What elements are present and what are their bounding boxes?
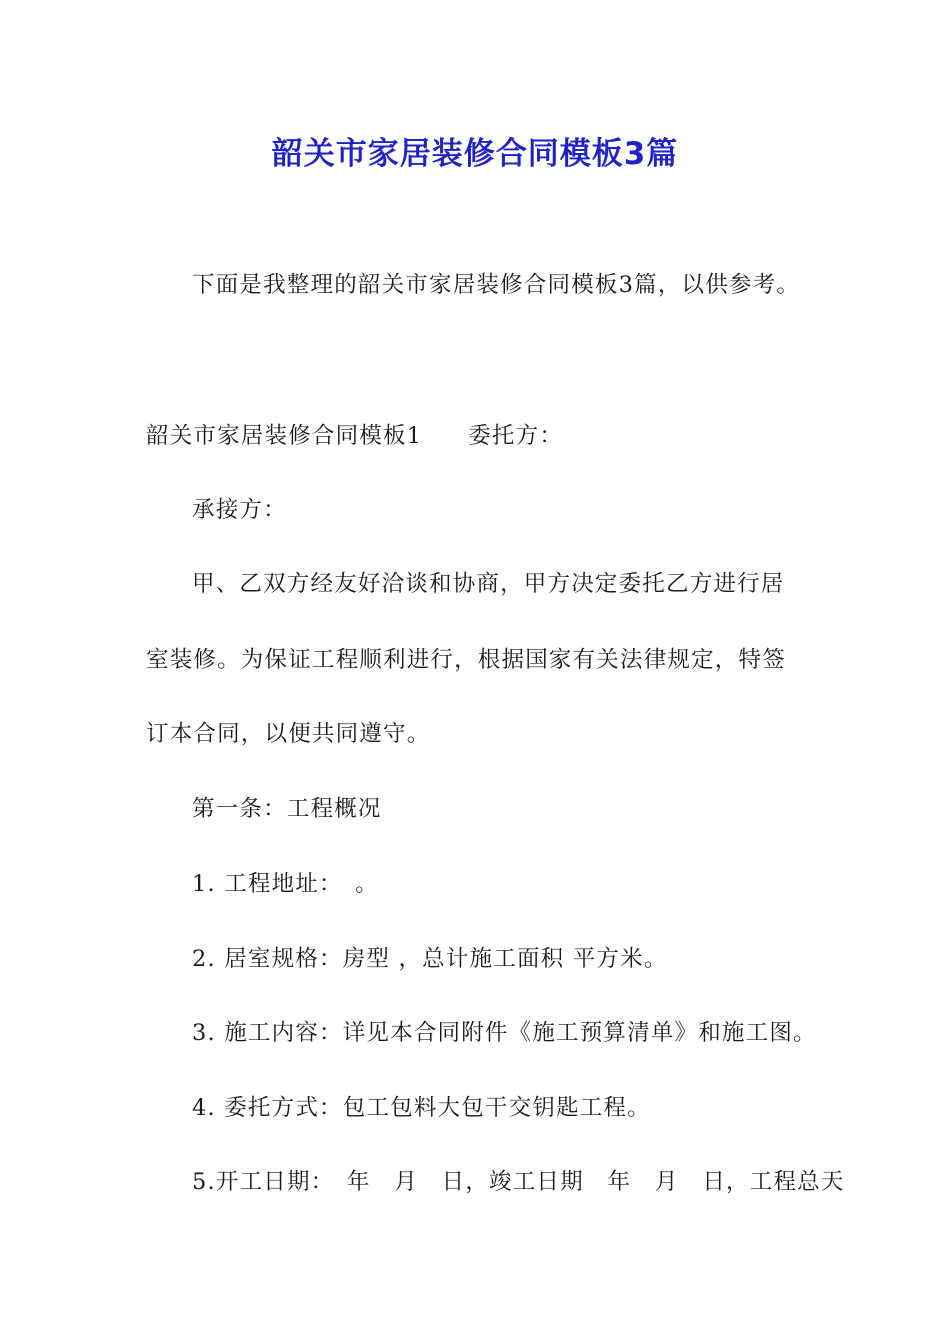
paragraph-line-3: 订本合同，以便共同遵守。 (146, 721, 431, 747)
list-item: 3. 施工内容：详见本合同附件《施工预算清单》和施工图。 (192, 1020, 817, 1046)
list-item: 1. 工程地址： 。 (192, 871, 379, 897)
list-item: 5.开工日期： 年 月 日，竣工日期 年 月 日，工程总天 (192, 1169, 845, 1195)
document-title: 韶关市家居装修合同模板3篇 (271, 136, 679, 172)
list-item: 4. 委托方式：包工包料大包干交钥匙工程。 (192, 1095, 651, 1121)
entrusting-party-label: 委托方： (468, 423, 564, 449)
section-heading-line (146, 421, 563, 451)
list-item: 2. 居室规格：房型 ，总计施工面积 平方米。 (192, 946, 668, 972)
paragraph-line-1: 甲、乙双方经友好洽谈和协商，甲方决定委托乙方进行居 (192, 571, 785, 597)
paragraph-line-2: 室装修。为保证工程顺利进行，根据国家有关法律规定，特签 (146, 647, 786, 673)
intro-paragraph: 下面是我整理的韶关市家居装修合同模板3篇，以供参考。 (192, 272, 801, 298)
article-heading: 第一条：工程概况 (192, 796, 382, 822)
contractor-label: 承接方： (192, 497, 287, 523)
section-heading: 韶关市家居装修合同模板1 (146, 423, 423, 449)
